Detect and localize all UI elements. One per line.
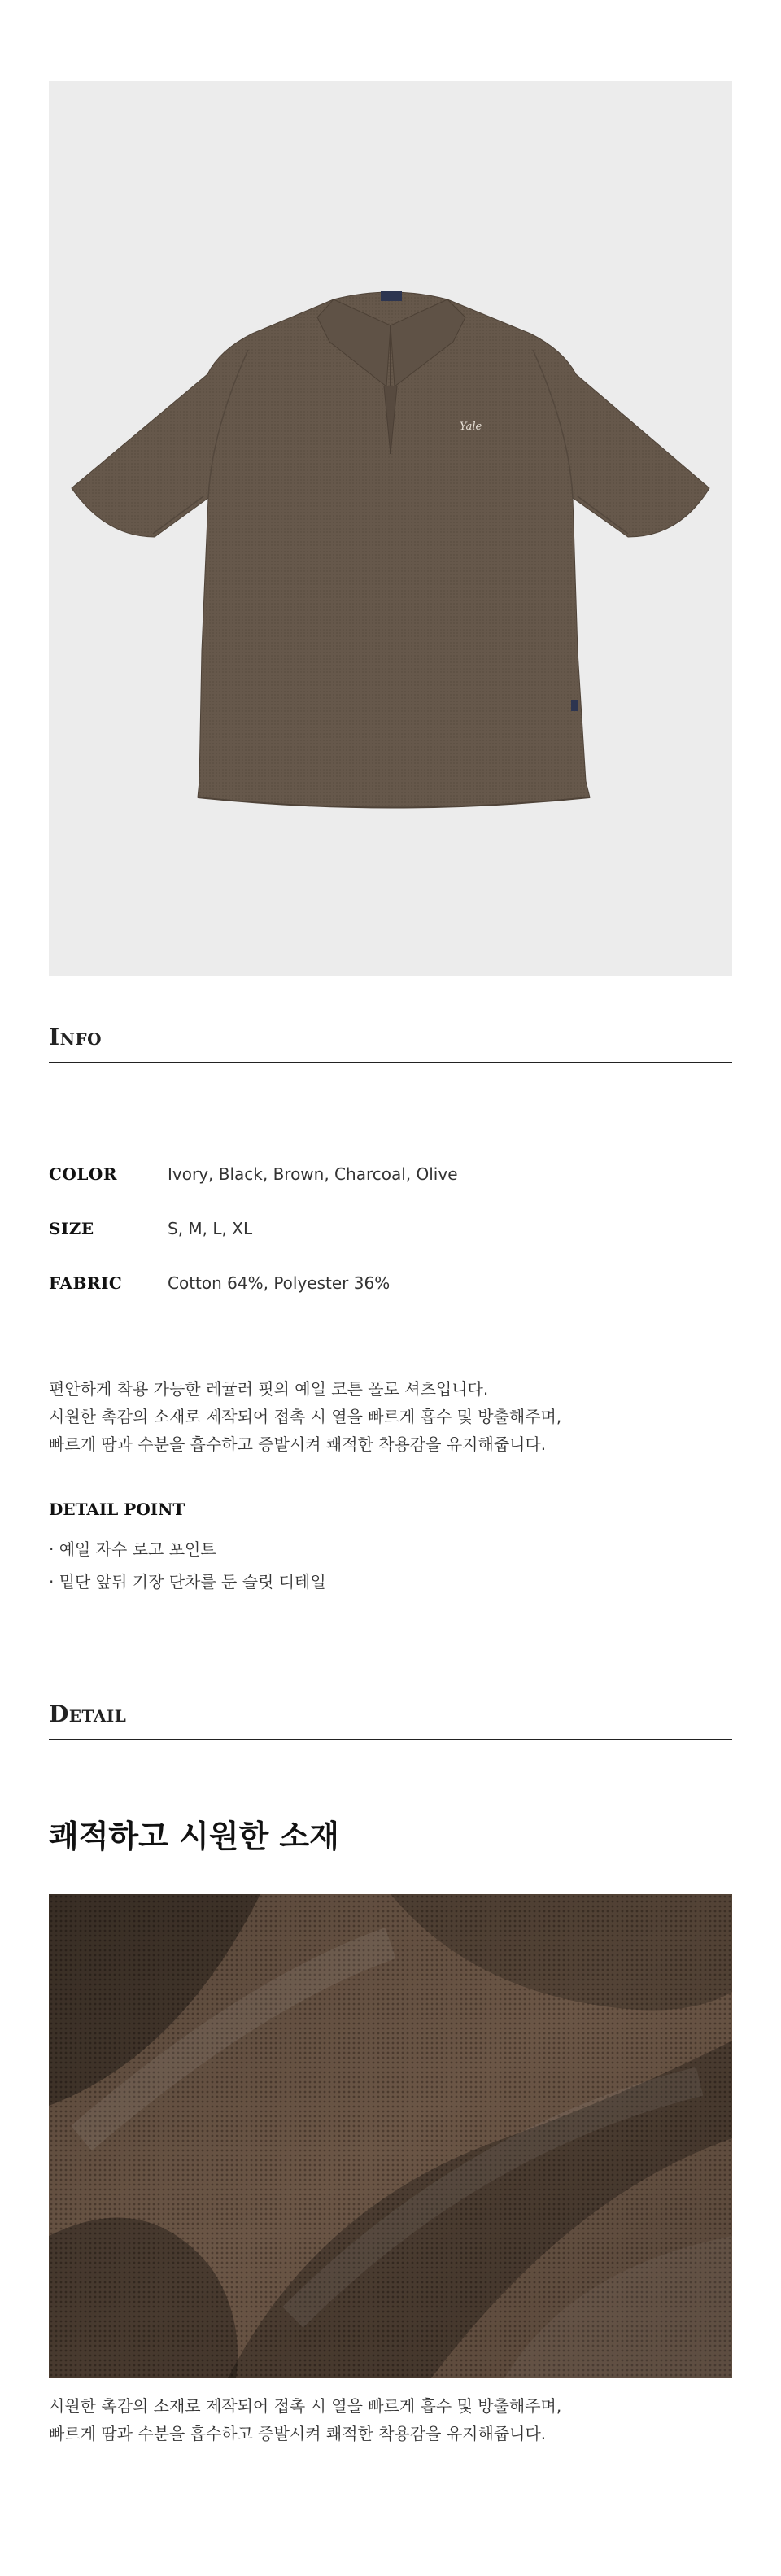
product-image (49, 81, 732, 976)
description-line: 시원한 촉감의 소재로 제작되어 접촉 시 열을 빠르게 흡수 및 방출해주며, (49, 1407, 562, 1426)
fabric-closeup-image (49, 1894, 732, 2378)
caption-line: 빠르게 땀과 수분을 흡수하고 증발시켜 쾌적한 착용감을 유지해줍니다. (49, 2424, 547, 2443)
fabric-texture (49, 1894, 732, 2378)
detail-heading: 쾌적하고 시원한 소재 (49, 1818, 339, 1854)
description-line: 빠르게 땀과 수분을 흡수하고 증발시켜 쾌적한 착용감을 유지해줍니다. (49, 1434, 547, 1454)
spec-row-fabric (49, 1273, 732, 1298)
spec-key: COLOR (49, 1164, 117, 1184)
detail-point-item: · 밑단 앞뒤 기장 단차를 둔 슬릿 디테일 (49, 1572, 326, 1591)
detail-point-list (49, 1533, 326, 1598)
spec-value: Ivory, Black, Brown, Charcoal, Olive (168, 1164, 458, 1184)
spec-row-color (49, 1164, 732, 1189)
spec-value: S, M, L, XL (168, 1219, 253, 1238)
spec-key: FABRIC (49, 1273, 123, 1293)
info-section-title: Info (49, 1024, 732, 1063)
detail-point-title: DETAIL POINT (49, 1500, 185, 1519)
caption-line: 시원한 촉감의 소재로 제작되어 접촉 시 열을 빠르게 흡수 및 방출해주며, (49, 2396, 562, 2416)
detail-caption (49, 2392, 732, 2447)
spec-row-size (49, 1219, 732, 1243)
polo-shirt-illustration (49, 81, 732, 976)
detail-point-item: · 예일 자수 로고 포인트 (49, 1539, 216, 1559)
detail-section-title: Detail (49, 1701, 732, 1740)
product-description (49, 1375, 732, 1458)
description-line: 편안하게 착용 가능한 레귤러 핏의 예일 코튼 폴로 셔츠입니다. (49, 1379, 489, 1399)
svg-text:Yale: Yale (460, 421, 482, 433)
spec-value: Cotton 64%, Polyester 36% (168, 1273, 390, 1293)
spec-key: SIZE (49, 1219, 94, 1238)
